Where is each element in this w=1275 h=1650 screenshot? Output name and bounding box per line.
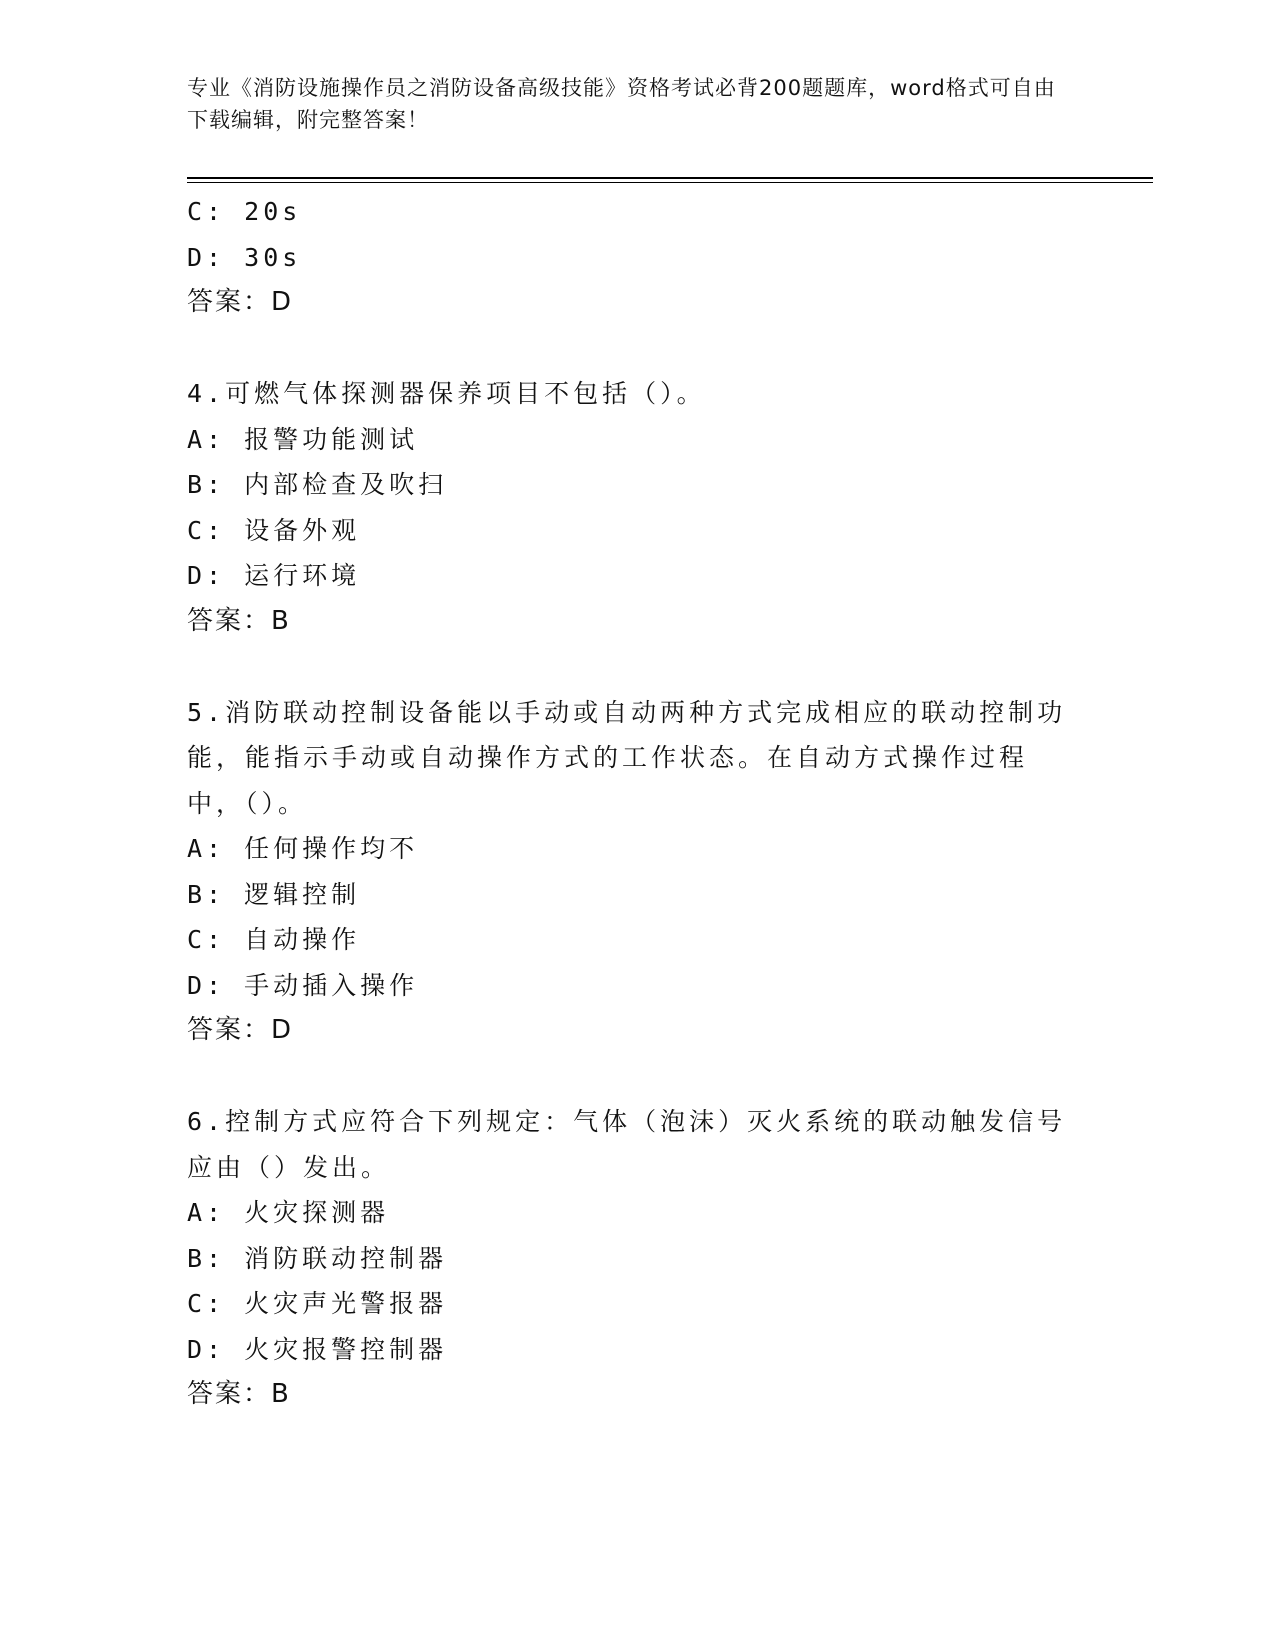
question-stem: 6.控制方式应符合下列规定：气体（泡沫）灭火系统的联动触发信号应由（）发出。	[187, 1107, 1067, 1182]
option-d: D: 运行环境	[187, 561, 361, 590]
answer-line: 答案：D	[187, 1015, 294, 1045]
option-c: C: 设备外观	[187, 515, 361, 545]
answer-line: 答案：D	[187, 287, 294, 317]
page-header-title: 专业《消防设施操作员之消防设备高级技能》资格考试必背200题题库，word格式可自由下载编辑，附完整答案！	[187, 76, 1056, 132]
option-d: D: 30s	[187, 242, 302, 272]
header-divider-thick	[187, 177, 1153, 179]
question-3-tail	[187, 189, 1067, 326]
option-a: A: 火灾探测器	[187, 1198, 390, 1227]
answer-line: 答案：B	[187, 1379, 291, 1409]
question-4	[187, 371, 1067, 644]
header-divider-thin	[187, 182, 1153, 183]
question-6	[187, 1099, 1067, 1418]
option-c: C: 自动操作	[187, 925, 361, 954]
question-stem: 5.消防联动控制设备能以手动或自动两种方式完成相应的联动控制功能，能指示手动或自动操作方式的工作状态。在自动方式操作过程中，（）。	[187, 697, 1067, 818]
option-b: B: 内部检查及吹扫	[187, 470, 448, 499]
spacer	[187, 1054, 1067, 1100]
option-d: D: 火灾报警控制器	[187, 1334, 448, 1364]
option-b: B: 消防联动控制器	[187, 1243, 448, 1273]
spacer	[187, 326, 1067, 372]
option-a: A: 报警功能测试	[187, 424, 419, 454]
spacer	[187, 644, 1067, 690]
option-b: B: 逻辑控制	[187, 879, 361, 909]
option-a: A: 任何操作均不	[187, 834, 419, 863]
option-d: D: 手动插入操作	[187, 970, 419, 1000]
question-5	[187, 690, 1067, 1054]
option-c: C: 20s	[187, 197, 302, 226]
question-stem: 4.可燃气体探测器保养项目不包括（）。	[187, 379, 706, 408]
question-list	[187, 189, 1067, 1418]
option-c: C: 火灾声光警报器	[187, 1289, 448, 1318]
answer-line: 答案：B	[187, 605, 291, 636]
